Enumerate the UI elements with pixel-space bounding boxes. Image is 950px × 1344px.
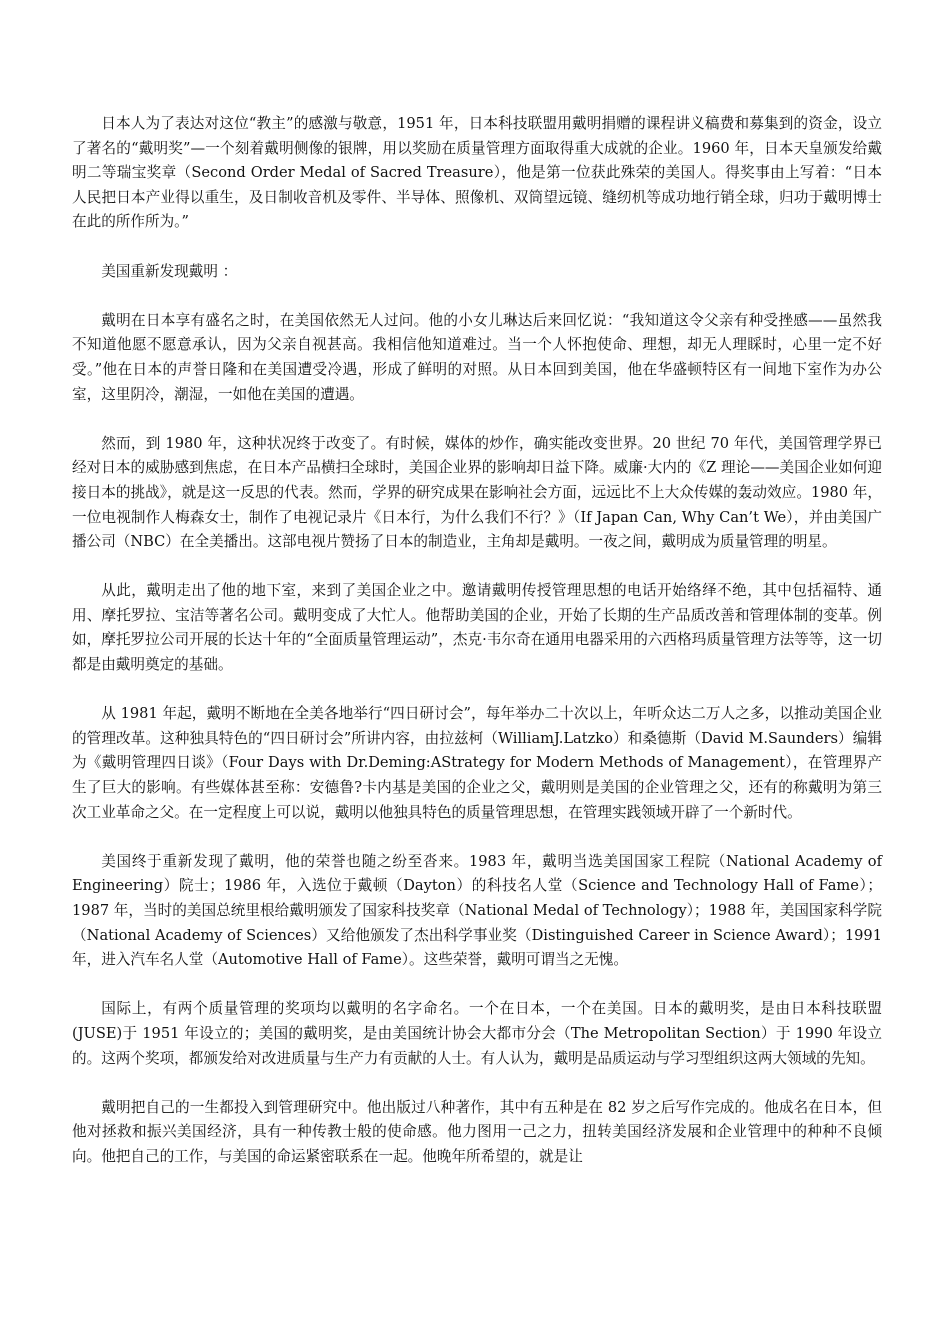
paragraph-lifework: 戴明把自己的一生都投入到管理研究中。他出版过八种著作，其中有五种是在 82 岁之后写作完成的。他成名在日本，但他对拯救和振兴美国经济，具有一种传教士般的使命感。他力图用一己之力，扭转美国经济发展和企业管理中的种种不良倾向。他把自己的工作，与美国的命运紧密联系在一起。他晚年所希望的，就是让 xyxy=(72,1098,882,1165)
paragraph-honors: 美国终于重新发现了戴明，他的荣誉也随之纷至沓来。1983 年，戴明当选美国国家工程院（National Academy of Engineering）院士；1986 年，入选位于戴顿（Dayton）的科技名人堂（Science and Technology Hall of Fame）；1987 年，当时的美国总统里根给戴明颁发了国家科技奖章（National Medal of Technology）；1988 年，美国国家科学院（National Academy of Sciences）又给他颁发了杰出科学事业奖（Distinguished Career in Science Award）；1991 年，进入汽车名人堂（Automotive Hall of Fame）。这些荣誉，戴明可谓当之无愧。 xyxy=(72,852,882,969)
paragraph-deming-awards: 国际上，有两个质量管理的奖项均以戴明的名字命名。一个在日本，一个在美国。日本的戴明奖，是由日本科技联盟(JUSE)于 1951 年设立的；美国的戴明奖，是由美国统计协会大都市分会（The Metropolitan Section）于 1990 年设立的。这两个奖项，都颁发给对改进质量与生产力有贡献的人士。有人认为，戴明是品质运动与学习型组织这两大领域的先知。 xyxy=(72,1000,882,1067)
paragraph-four-day-seminars: 从 1981 年起，戴明不断地在全美各地举行“四日研讨会”，每年举办二十次以上，年听众达二万人之多，以推动美国企业的管理改革。这种独具特色的“四日研讨会”所讲内容，由拉兹柯（WilliamJ.Latzko）和桑德斯（David M.Saunders）编辑为《戴明管理四日谈》（Four Days with Dr.Deming:AStrategy for Modern Methods of Management），在管理界产生了巨大的影响。有些媒体甚至称：安德鲁?卡内基是美国的企业之父，戴明则是美国的企业管理之父，还有的称戴明为第三次工业革命之父。在一定程度上可以说，戴明以他独具特色的质量管理思想，在管理实践领域开辟了一个新时代。 xyxy=(72,705,882,821)
document-page xyxy=(72,112,882,1194)
paragraph-ignored-in-america: 戴明在日本享有盛名之时，在美国依然无人过问。他的小女儿琳达后来回忆说：“我知道这令父亲有种受挫感——虽然我不知道他愿不愿意承认，因为父亲自视甚高。我相信他知道难过。当一个人怀抱使命、理想，却无人理睬时，心里一定不好受。”他在日本的声誉日隆和在美国遭受冷遇，形成了鲜明的对照。从日本回到美国，他在华盛顿特区有一间地下室作为办公室，这里阴冷，潮湿，一如他在美国的遭遇。 xyxy=(72,311,882,403)
paragraph-corporate-work: 从此，戴明走出了他的地下室，来到了美国企业之中。邀请戴明传授管理思想的电话开始络绎不绝，其中包括福特、通用、摩托罗拉、宝洁等著名公司。戴明变成了大忙人。他帮助美国的企业，开始了长期的生产品质改善和管理体制的变革。例如，摩托罗拉公司开展的长达十年的“全面质量管理运动”，杰克·韦尔奇在通用电器采用的六西格玛质量管理方法等等，这一切都是由戴明奠定的基础。 xyxy=(72,582,882,674)
paragraph-1980-documentary: 然而，到 1980 年，这种状况终于改变了。有时候，媒体的炒作，确实能改变世界。20 世纪 70 年代，美国管理学界已经对日本的威胁感到焦虑，在日本产品横扫全球时，美国企业界的影响却日益下降。威廉·大内的《Z 理论——美国企业如何迎接日本的挑战》，就是这一反思的代表。然而，学界的研究成果在影响社会方面，远远比不上大众传媒的轰动效应。1980 年，一位电视制作人梅森女士，制作了电视记录片《日本行，为什么我们不行？》（If Japan Can, Why Can’t We），并由美国广播公司（NBC）在全美播出。这部电视片赞扬了日本的制造业，主角却是戴明。一夜之间，戴明成为质量管理的明星。 xyxy=(72,434,882,551)
section-heading: 美国重新发现戴明 ： xyxy=(101,262,238,280)
paragraph-deming-prize: 日本人为了表达对这位“教主”的感激与敬意，1951 年，日本科技联盟用戴明捐赠的课程讲义稿费和募集到的资金，设立了著名的“戴明奖”—一个刻着戴明侧像的银牌，用以奖励在质量管理方面取得重大成就的企业。1960 年，日本天皇颁发给戴明二等瑞宝奖章（Second Order Medal of Sacred Treasure），他是第一位获此殊荣的美国人。得奖事由上写着：“日本人民把日本产业得以重生，及日制收音机及零件、半导体、照像机、双筒望远镜、缝纫机等成功地行销全球，归功于戴明博士在此的所作所为。” xyxy=(72,115,882,231)
